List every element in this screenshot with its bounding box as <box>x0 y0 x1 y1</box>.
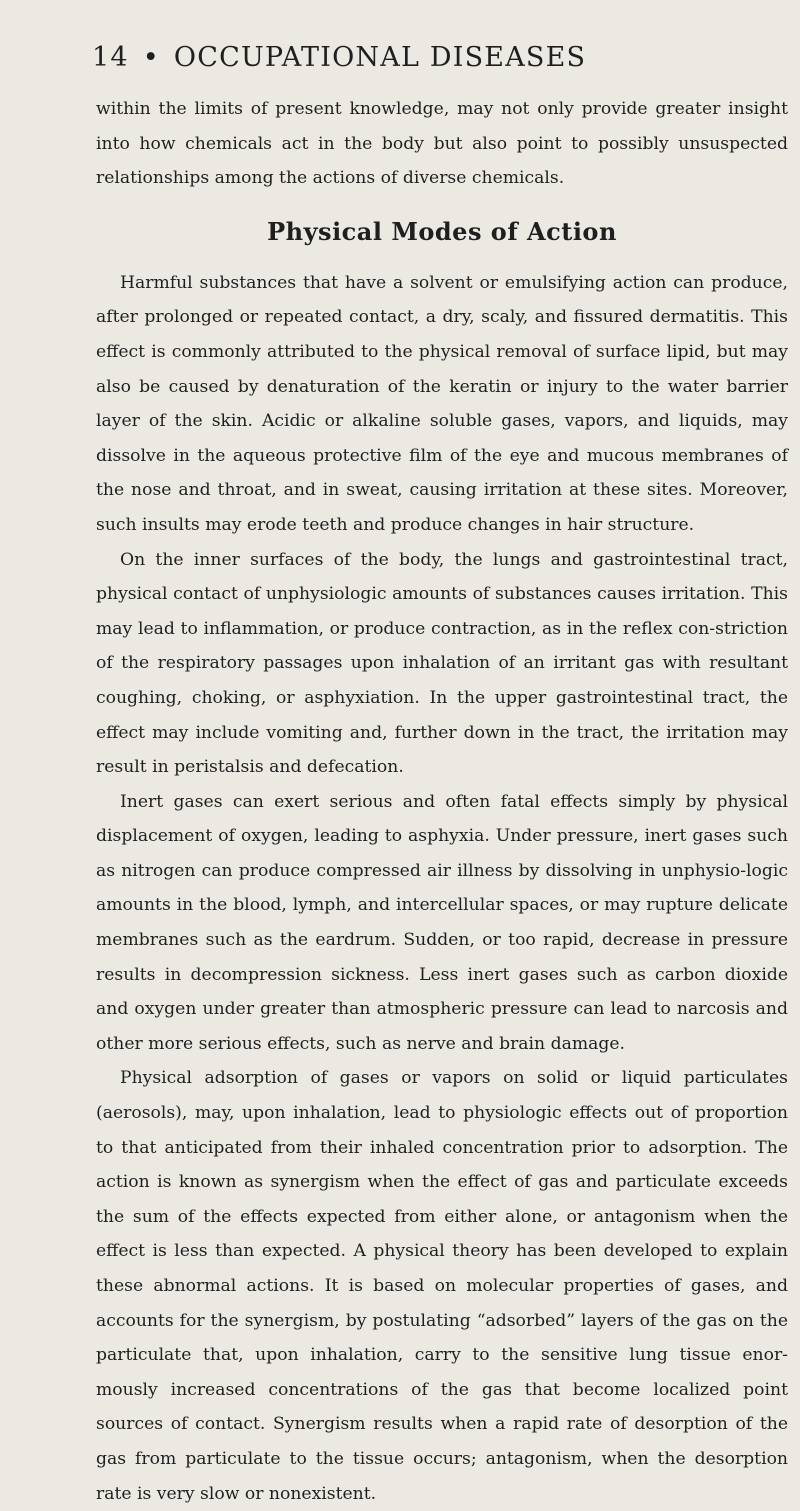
page-number: 14 <box>92 42 129 73</box>
header-bullet: • <box>142 42 160 73</box>
paragraph-physical-adsorption: Physical adsorption of gases or vapors on solid or liquid particulates (aerosols), may, upon inhalation, lead to physiologic effects out of proportion to that anticipated from their inhaled concentration prior to adsorption. The action is known as synergism when the effect of gas and particulate exceeds the sum of the effects expected from either alone, or antagonism when the effect is less than expected. A physical theory has been developed to explain these abnormal actions. It is based on molecular properties of gases, and accounts for the synergism, by postulating “adsorbed” layers of the gas on the particulate that, upon inhalation, carry to the sensitive lung tissue enor-mously increased concentrations of the gas that become localized point sources of contact. Synergism results when a rapid rate of desorption of the gas from particulate to the tissue occurs; antagonism, when the desorption rate is very slow or nonexistent. <box>96 1068 788 1504</box>
paragraph-solvent-action: Harmful substances that have a solvent or emulsifying action can produce, after prolonged or repeated contact, a dry, scaly, and fissured dermatitis. This effect is commonly attributed to the physical removal of surface lipid, but may also be caused by denaturation of the keratin or injury to the water barrier layer of the skin. Acidic or alkaline soluble gases, vapors, and liquids, may dissolve in the aqueous protective film of the eye and mucous membranes of the nose and throat, and in sweat, causing irritation at these sites. Moreover, such insults may erode teeth and produce changes in hair structure. <box>96 272 788 535</box>
page-body <box>96 92 788 1511</box>
running-header <box>92 42 586 74</box>
continued-paragraph: within the limits of present knowledge, may not only provide greater insight into how chemicals act in the body but also point to possibly unsuspected relationships among the actions of diverse chemicals. <box>96 99 788 189</box>
paragraph-inner-surfaces: On the inner surfaces of the body, the lungs and gastrointestinal tract, physical contact of unphysiologic amounts of substances causes irritation. This may lead to inflammation, or produce contraction, as in the reflex con-striction of the respiratory passages upon inhalation of an irritant gas with resultant coughing, choking, or asphyxiation. In the upper gastrointestinal tract, the effect may include vomiting and, further down in the tract, the irritation may result in peristalsis and defecation. <box>96 549 788 778</box>
paragraph-inert-gases: Inert gases can exert serious and often fatal effects simply by physical displacement of oxygen, leading to asphyxia. Under pressure, inert gases such as nitrogen can produce compressed air illness by dissolving in unphysio-logic amounts in the blood, lymph, and intercellular spaces, or may rupture delicate membranes such as the eardrum. Sudden, or too rapid, decrease in pressure results in decompression sickness. Less inert gases such as carbon dioxide and oxygen under greater than atmospheric pressure can lead to narcosis and other more serious effects, such as nerve and brain damage. <box>96 791 788 1054</box>
running-title: OCCUPATIONAL DISEASES <box>173 42 587 73</box>
section-heading: Physical Modes of Action <box>267 216 617 246</box>
